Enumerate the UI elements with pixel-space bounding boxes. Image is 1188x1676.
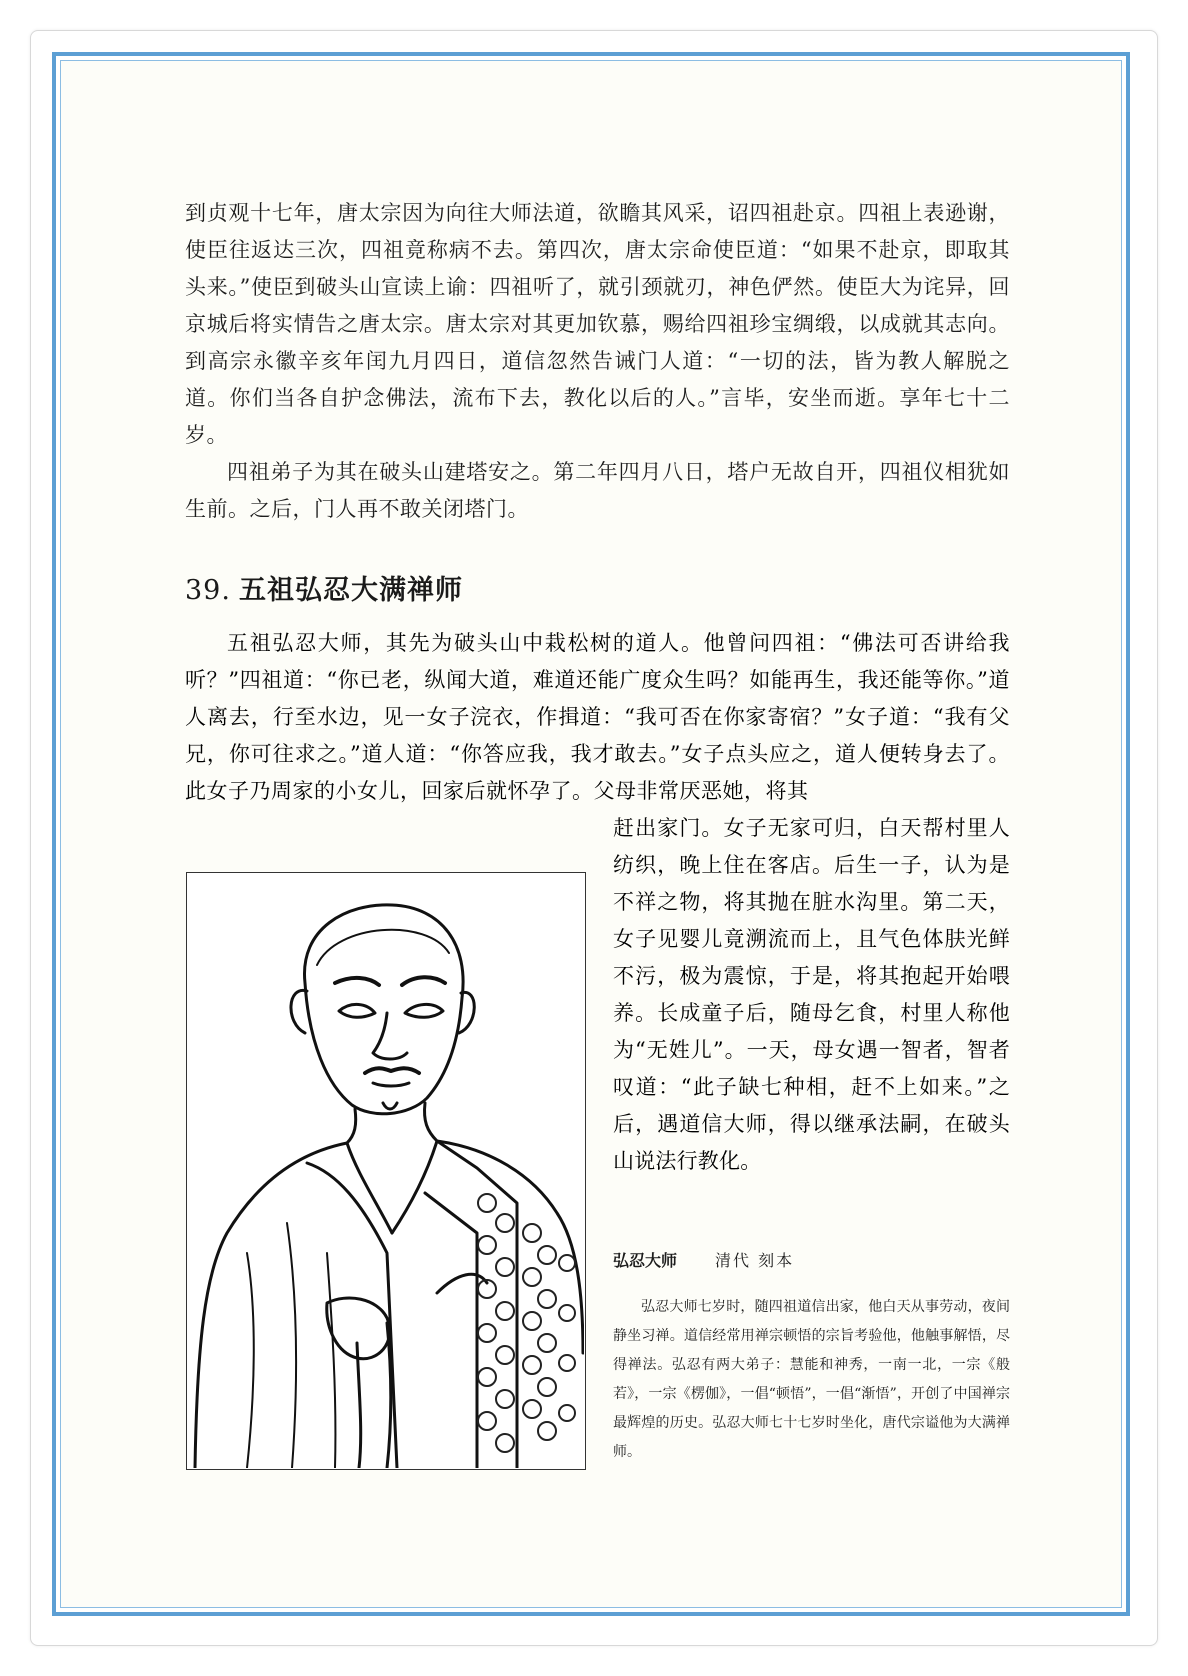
- section-number: 39.: [185, 575, 231, 606]
- figure-caption: [613, 1248, 1010, 1467]
- section-heading: [185, 568, 463, 607]
- caption-title-text: 弘忍大师: [613, 1251, 678, 1270]
- section2-side-text: [613, 810, 1010, 1180]
- section1-body: [185, 195, 1010, 528]
- portrait-illustration: [186, 872, 586, 1470]
- caption-meta: 清代 刻本: [715, 1251, 795, 1270]
- section-title: 五祖弘忍大满禅师: [238, 575, 463, 606]
- section2-body: [185, 625, 1010, 810]
- paragraph: 赶出家门。女子无家可归，白天帮村里人纺织，晚上住在客店。后生一子，认为是不祥之物，将其抛在脏水沟里。第二天，女子见婴儿竟溯流而上，且气色体肤光鲜不污，极为震惊，于是，将其抱起开始喂养。长成童子后，随母乞食，村里人称他为“无姓儿”。一天，母女遇一智者，智者叹道：“此子缺七种相，赶不上如来。”之后，遇道信大师，得以继承法嗣，在破头山说法行教化。: [613, 816, 1010, 1173]
- caption-title: [613, 1248, 1010, 1271]
- woodblock-portrait-drawing: [187, 873, 584, 1468]
- paragraph: 到贞观十七年，唐太宗因为向往大师法道，欲瞻其风采，诏四祖赴京。四祖上表逊谢，使臣往返达三次，四祖竟称病不去。第四次，唐太宗命使臣道：“如果不赴京，即取其头来。”使臣到破头山宣读上谕：四祖听了，就引颈就刃，神色俨然。使臣大为诧异，回京城后将实情告之唐太宗。唐太宗对其更加钦慕，赐给四祖珍宝绸缎，以成就其志向。到高宗永徽辛亥年闰九月四日，道信忽然告诫门人道：“一切的法，皆为教人解脱之道。你们当各自护念佛法，流布下去，教化以后的人。”言毕，安坐而逝。享年七十二岁。: [185, 201, 1010, 447]
- caption-body: 弘忍大师七岁时，随四祖道信出家，他白天从事劳动，夜间静坐习禅。道信经常用禅宗顿悟的宗旨考验他，他触事解悟，尽得禅法。弘忍有两大弟子：慧能和神秀，一南一北，一宗《般若》，一宗《楞伽》，一倡“顿悟”，一倡“渐悟”，开创了中国禅宗最辉煌的历史。弘忍大师七十七岁时坐化，唐代宗谥他为大满禅师。: [613, 1299, 1010, 1460]
- paragraph: 四祖弟子为其在破头山建塔安之。第二年四月八日，塔户无故自开，四祖仪相犹如生前。之后，门人再不敢关闭塔门。: [185, 460, 1010, 521]
- paragraph: 五祖弘忍大师，其先为破头山中栽松树的道人。他曾问四祖：“佛法可否讲给我听？”四祖道：“你已老，纵闻大道，难道还能广度众生吗？如能再生，我还能等你。”道人离去，行至水边，见一女子浣衣，作揖道：“我可否在你家寄宿？”女子道：“我有父兄，你可往求之。”道人道：“你答应我，我才敢去。”女子点头应之，道人便转身去了。此女子乃周家的小女儿，回家后就怀孕了。父母非常厌恶她，将其: [185, 631, 1010, 803]
